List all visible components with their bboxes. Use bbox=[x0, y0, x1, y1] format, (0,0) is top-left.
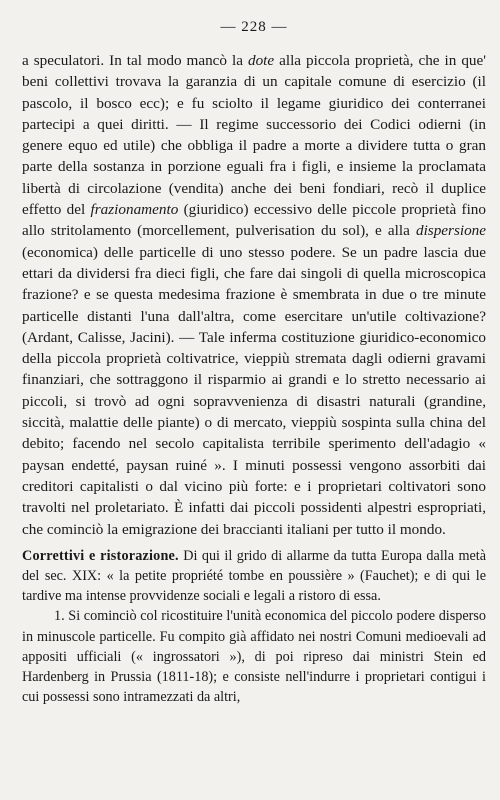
correttivi-paragraph bbox=[22, 546, 486, 607]
main-text-part-3: (giuridico) eccessivo delle piccole proprietà fino allo stritolamento (morcellement, pulverisation du sol), e alla bbox=[22, 201, 486, 240]
main-text-part-2: alla piccola proprietà, che in que' beni collettivi trovava la garanzia di un capitale comune di esercizio (il pascolo, il bosco ecc); e fu sciolto il legame giuridico dei conterranei partecipi a quei diritti. — Il regime successorio dei Codici odierni (in genere equo ed utile) che obbliga il padre a morte a dividere tutta o gran parte della sostanza in porzione eguali fra i figli, e insieme la proclamata libertà di circolazione (vendita) anche dei beni fondiari, recò il duplice effetto del bbox=[22, 52, 486, 219]
main-text-part-1: a speculatori. In tal modo mancò la bbox=[22, 52, 248, 69]
italic-term-frazionamento: frazionamento bbox=[90, 201, 179, 219]
main-text-part-4: (economica) delle particelle di uno stesso podere. Se un padre lascia due ettari da dividersi fra dieci figli, che fare dai singoli di quella microscopica frazione? e se questa medesima frazione è smembrata in due o tre minute particelle distanti l'una dall'altra, come esercitare un'utile coltivazione? (Ardant, Calisse, Jacini). — Tale inferma costituzione giuridico-economico della piccola proprietà coltivatrice, vieppiù stremata dagli odierni gravami finanziari, che sottraggono il risparmio ai grandi e lo stretto necessario ai piccoli, si trovò ad ogni sopravvenienza di disastri naturali (grandine, siccità, malattie delle piante) o di mercato, vieppiù sospinta sulla china del debito; facendo nel secolo capitalista terribile sperimento dell'adagio « paysan endetté, paysan ruiné ». I minuti possessi vengono assorbiti dai creditori capitalisti o dal vicino più forte: e i proprietari coltivatori sono travolti nel proletariato. È infatti dai piccoli possidenti alpestri espropriati, che cominciò la emigrazione dei braccianti italiani per tutto il mondo. bbox=[22, 243, 486, 538]
correttivi-text: Di qui il grido di allarme da tutta Europa dalla metà del sec. XIX: « la petite propriété tombe en poussière » (Fauchet); e di qui le tardive ma intense provvidenze sociali e legali a ristoro di essa. bbox=[22, 547, 487, 605]
point-one-paragraph bbox=[22, 606, 486, 707]
main-paragraph bbox=[22, 50, 486, 540]
page-number: — 228 — bbox=[220, 19, 288, 35]
point-one-text: 1. Si cominciò col ricostituire l'unità economica del piccolo podere disperso in minuscole particelle. Fu compito già affidato nei nostri Comuni medioevali ad appositi ufficiali (« ingrossatori »), di poi ripreso dai ministri Stein ed Hardenberg in Prussia (1811-18); e consiste nell'indurre i proprietari contigui i cui possessi sono intramezzati da altri, bbox=[22, 608, 486, 706]
italic-term-dispersione: dispersione bbox=[415, 222, 486, 240]
italic-term-dote: dote bbox=[247, 52, 275, 69]
section-heading: Correttivi e ristorazione. bbox=[22, 547, 179, 564]
